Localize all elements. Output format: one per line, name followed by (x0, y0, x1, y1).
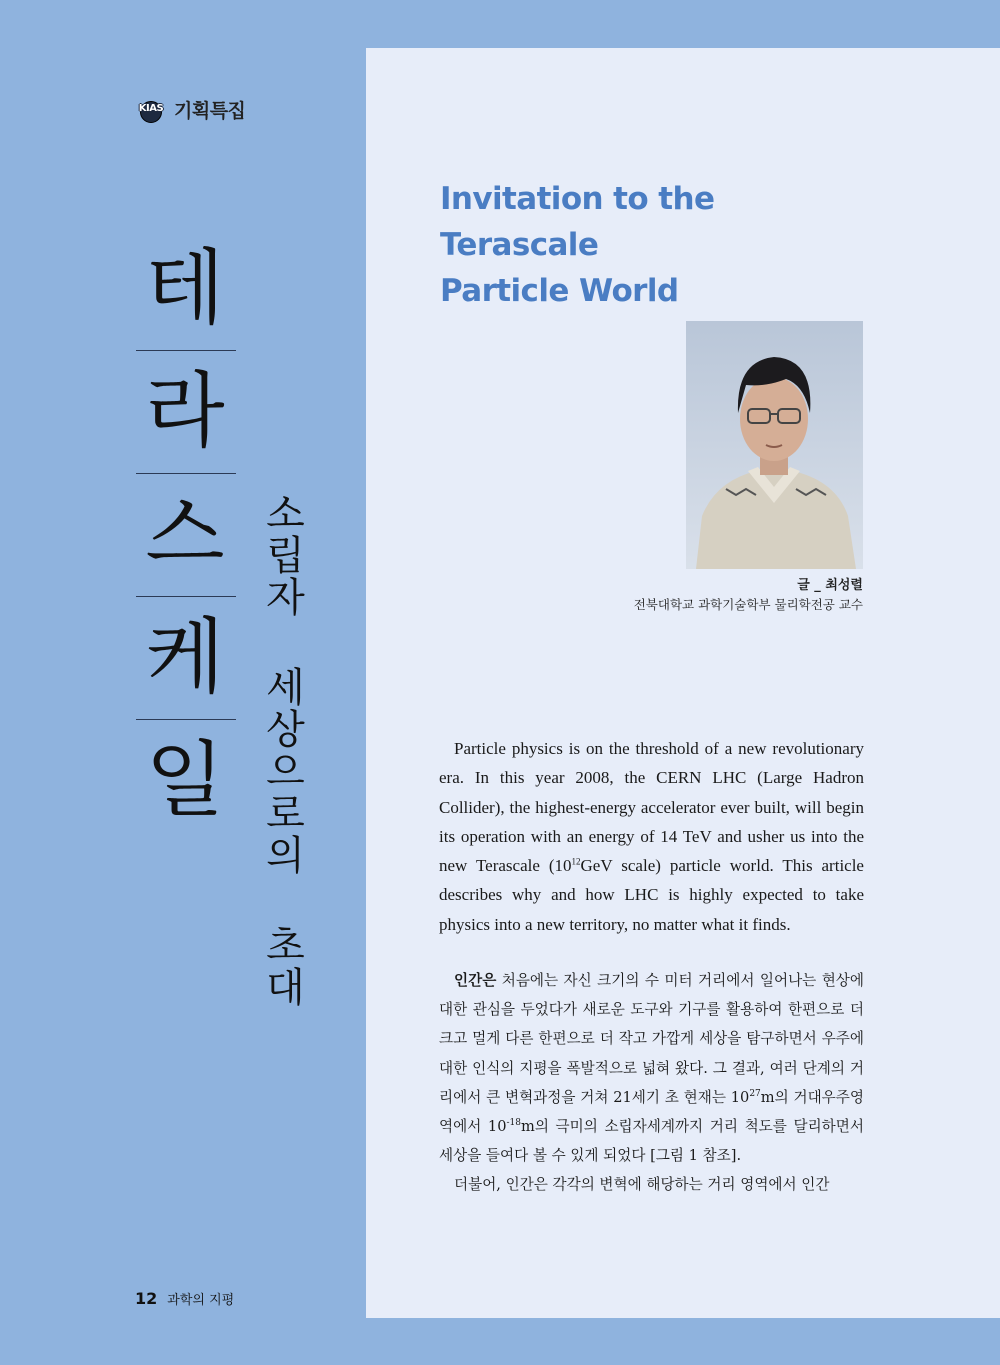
korean-title (120, 230, 250, 840)
title-divider (136, 350, 236, 351)
section-header (134, 96, 245, 123)
page-footer (135, 1289, 234, 1308)
title-divider (136, 596, 236, 597)
body-paragraph: 더불어, 인간은 각각의 변혁에 해당하는 거리 영역에서 인간 (454, 1176, 830, 1194)
title-char: 케 (145, 610, 225, 705)
lead-word: 인간은 (454, 972, 497, 989)
page-number: 12 (135, 1289, 158, 1308)
korean-body (439, 966, 864, 1200)
author-affiliation: 전북대학교 과학기술학부 물리학전공 교수 (633, 597, 863, 612)
title-char: 일 (145, 733, 225, 828)
title-char: 라 (145, 364, 225, 459)
publication-name: 과학의 지평 (167, 1293, 235, 1308)
english-title-line1: Invitation to the Terascale (440, 181, 715, 263)
kias-logo: KIAS (134, 98, 168, 122)
author-name: 글 _ 최성렬 (797, 578, 863, 593)
english-title (440, 176, 880, 314)
title-divider (136, 473, 236, 474)
author-photo (686, 321, 863, 569)
title-divider (136, 719, 236, 720)
byline (560, 577, 863, 615)
title-char: 테 (145, 241, 225, 336)
title-char: 스 (145, 487, 225, 582)
section-label: 기획특집 (174, 100, 246, 122)
english-abstract: Particle physics is on the threshold of a new revolutionary era. In this year 2008, the CERN LHC (Large Hadron Collider), the highest-energy accelerator ever built, will begin its operation with an energy of 14 TeV and usher us into the new Terascale ($10^{12}GeV$ scale) particle world. This article describes why and how LHC is highly expected to take physics into a new territory, no matter what it finds. (439, 739, 864, 934)
body-paragraph: 인간은 처음에는 자신 크기의 수 미터 거리에서 일어나는 현상에 대한 관심을 두었다가 새로운 도구와 기구를 활용하여 한편으로 더 크고 멀게 다른 한편으로 더 작고 가깝게 세상을 탐구하면서 우주에 대한 인식의 지평을 폭발적으로 넓혀 왔다. 그 결과, 여러 단계의 거리에서 큰 변혁과정을 거쳐 21세기 초 현재는 $10^{27}m$의 거대우주영역에서 $10^{-18}m$의 극미의 소립자세계까지 거리 척도를 달리하면서 세상을 들여다 볼 수 있게 되었다 [그림 1 참조]. (439, 972, 864, 1165)
english-title-line2: Particle World (440, 273, 679, 309)
korean-subtitle: 소립자 세상으로의 초대 (259, 492, 305, 1008)
